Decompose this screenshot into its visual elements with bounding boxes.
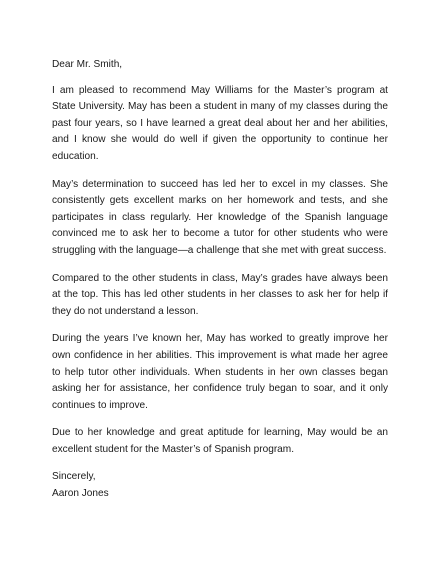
paragraph-introduction: I am pleased to recommend May Williams for the Master’s program at State University. May has been a student in many of my classes during the past four years, so I have learned a great deal about her and her abilities, and I know she would do well if given the opportunity to continue her education. xyxy=(52,84,388,162)
paragraph-grades: Compared to the other students in class, May’s grades have always been at the top. This has led other students in her classes to ask her for help if they do not understand a lesson. xyxy=(52,272,388,317)
signature-name: Aaron Jones xyxy=(52,488,109,500)
paragraph-conclusion: Due to her knowledge and great aptitude for learning, May would be an excellent student for the Master’s of Spanish program. xyxy=(52,427,388,455)
salutation: Dear Mr. Smith, xyxy=(52,59,123,70)
paragraph-determination: May’s determination to succeed has led her to excel in my classes. She consistently gets excellent marks on her homework and tests, and she participates in class regularly. Her knowledge of the Spanish language convinced me to ask her to become a tutor for other students who were struggling with the language—a challenge that she met with great success. xyxy=(52,178,388,256)
paragraph-confidence: During the years I’ve known her, May has worked to greatly improve her own confidence in her abilities. This improvement is what made her agree to help tutor other individuals. When students in her own classes began asking her for assistance, her confidence truly began to soar, and it only continues to improve. xyxy=(52,333,388,411)
letter-body xyxy=(52,57,388,503)
closing: Sincerely, xyxy=(52,471,96,483)
